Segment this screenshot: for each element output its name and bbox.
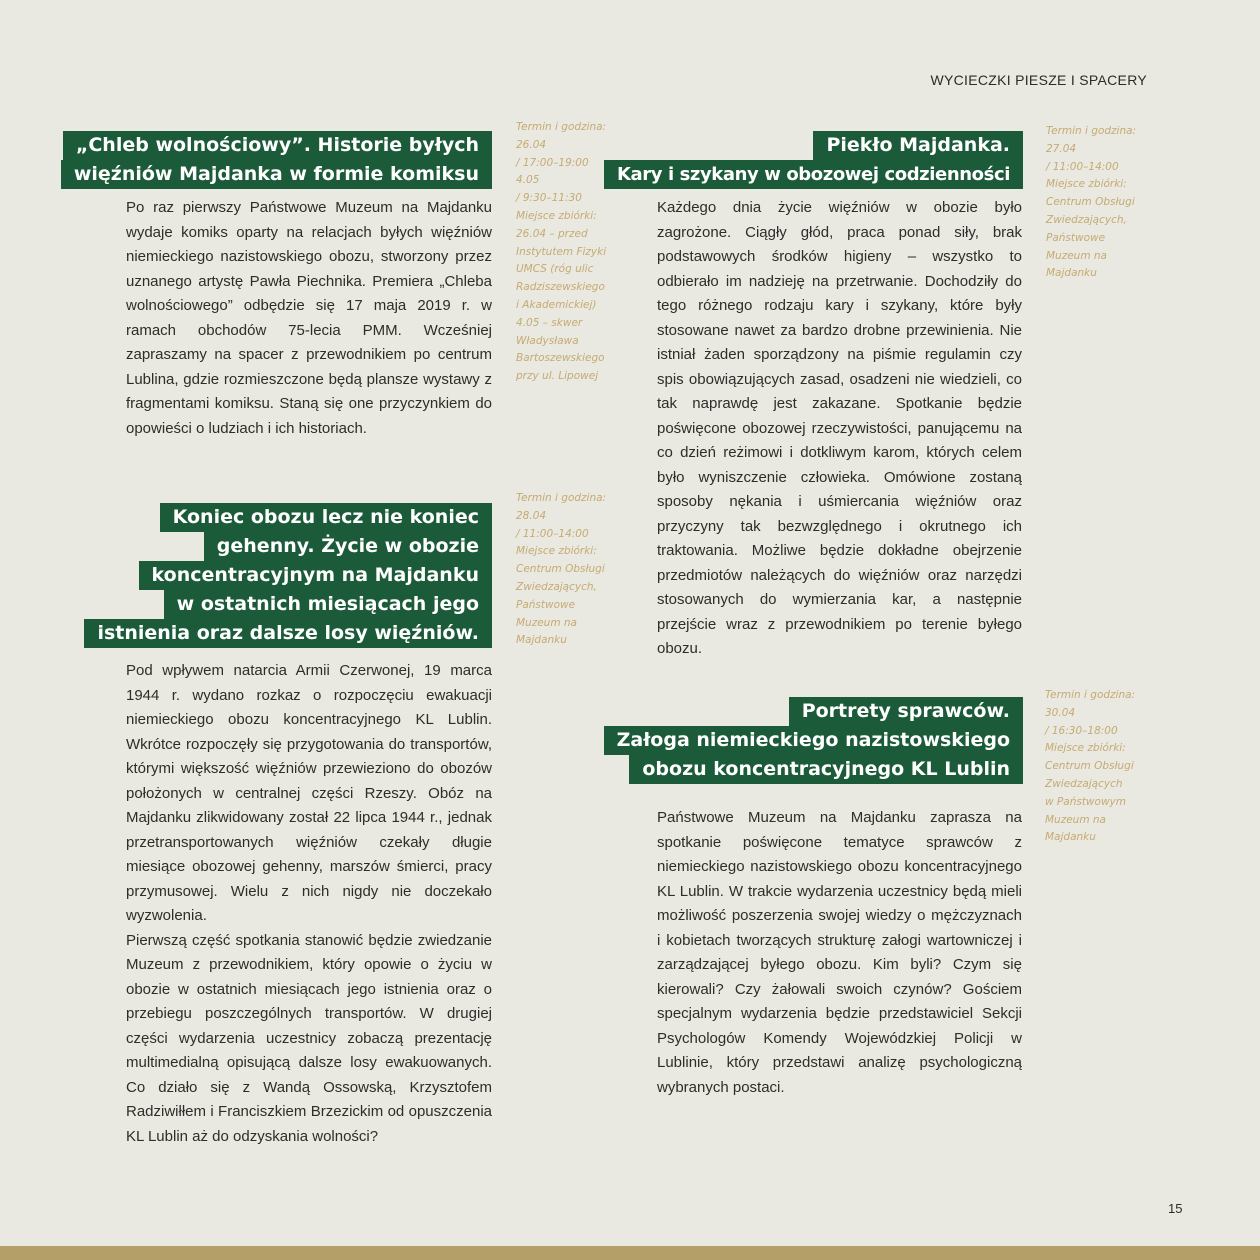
meta-line: Miejsce zbiórki: [1045,742,1126,755]
meta-line: 30.04 [1045,706,1076,719]
event-title-line: Załoga niemieckiego nazistowskiego [604,726,1023,755]
meta-line: przy ul. Lipowej [516,370,599,383]
bottom-accent-bar [0,1246,1260,1260]
meta-line: Centrum Obsługi [1045,760,1134,773]
event-title-line: koncentracyjnym na Majdanku [139,561,492,590]
meta-line: UMCS (róg ulic [516,263,594,276]
event-description-chleb [126,196,492,441]
meta-line: Termin i godzina: [1046,125,1137,137]
meta-line: Miejsce zbiórki: [516,545,597,558]
meta-line: i Akademickiej) [516,298,597,311]
meta-line: Majdanku [1046,267,1097,280]
event-paragraph: Państwowe Muzeum na Majdanku zaprasza na spotkanie poświęcone tematyce sprawców z niemieckiego nazistowskiego obozu koncentracyjnego KL Lublin. W trakcie wydarzenia uczestnicy będą mieli możliwość poszerzenia swojej wiedzy o mężczyznach i kobietach tworzących strukturę załogi wartowniczej i zarządzającej byłego obozu. Kim byli? Czym się kierowali? Czy żałowali swoich czynów? Gościem specjalnym wydarzenia będzie przedstawiciel Sekcji Psychologów Komendy Wojewódzkiej Policji w Lublinie, który przedstawi analizę psychologiczną wybranych postaci. [657,809,1022,1096]
meta-line: Instytutem Fizyki [516,245,607,258]
meta-line: 4.05 [516,174,540,187]
meta-line: Państwowe [516,598,576,611]
meta-line: / 17:00–19:00 [516,156,589,169]
event-title-chleb [61,131,492,189]
meta-line: 28.04 [516,509,547,522]
meta-line: Miejsce zbiórki: [516,209,597,222]
event-description-pieklo-majdanka [657,196,1022,662]
meta-line: / 11:00–14:00 [1046,160,1119,173]
event-title-line: w ostatnich miesiącach jego [164,590,492,619]
meta-line: / 11:00–14:00 [516,527,589,540]
event-title-line: Portrety sprawców. [789,697,1023,726]
meta-line: 4.05 – skwer [516,316,583,329]
event-title-line: gehenny. Życie w obozie [204,532,492,561]
meta-line: 27.04 [1046,142,1077,155]
event-paragraph: Pod wpływem natarcia Armii Czerwonej, 19 marca 1944 r. wydano rozkaz o rozpoczęciu ewakuacji niemieckiego obozu koncentracyjnego KL Lublin. Wkrótce rozpoczęły się przygotowania do transportów, którymi większość więźniów przewieziono do obozów położonych w centralnej części Rzeszy. Obóz na Majdanku zlikwidowany został 22 lipca 1944 r., jednak przetransportowanych więźniów czekały długie miesiące obozowej gehenny, marszów śmierci, pracy przymusowej. Wielu z nich nigdy nie doczekało wyzwolenia. [126,662,492,924]
event-paragraph: Pierwszą część spotkania stanowić będzie zwiedzanie Muzeum z przewodnikiem, który opowie o życiu w obozie w ostatnich miesiącach jego istnienia oraz o przebiegu poszczególnych transportów. W drugiej części wydarzenia uczestnicy zobaczą prezentację multimedialną opisującą dalsze losy ewakuowanych. Co działo się z Wandą Ossowską, Krzysztofem Radziwiłłem i Franciszkiem Brzezickim od opuszczenia KL Lublin aż do odzyskania wolności? [126,931,492,1145]
meta-line: Muzeum na [516,616,577,629]
event-paragraph: Po raz pierwszy Państwowe Muzeum na Majdanku wydaje komiks oparty na relacjach byłych więźniów niemieckiego nazistowskiego obozu, stworzony przez uznanego artystę Pawła Piechnika. Premiera „Chleba wolnościowego” odbędzie się 17 maja 2019 r. w ramach obchodów 75-lecia PMM. Wcześniej zapraszamy na spacer z przewodnikiem po centrum Lublina, gdzie rozmieszczone będą plansze wystawy z fragmentami komiksu. Staną się one przyczynkiem do opowieści o ludziach i ich historiach. [126,199,492,437]
meta-line: / 16:30–18:00 [1045,724,1118,737]
meta-line: 26.04 – przed [516,227,588,240]
page-number: 15 [1168,1201,1183,1216]
meta-line: Muzeum na [1046,249,1107,262]
event-title-line: obozu koncentracyjnego KL Lublin [629,755,1023,784]
section-label: WYCIECZKI PIESZE I SPACERY [930,72,1147,88]
meta-line: Zwiedzających [1045,777,1123,790]
meta-line: Termin i godzina: [516,492,607,504]
meta-line: Muzeum na [1045,813,1106,826]
event-paragraph: Każdego dnia życie więźniów w obozie było zagrożone. Ciągły głód, praca ponad siły, brak podstawowych środków higieny – wszystko to odbierało im nadzieję na przetrwanie. Dochodziły do tego różnego rodzaju kary i szykany, które były stosowane nawet za bardzo drobne przewinienia. Nie istniał żaden sporządzony na piśmie regulamin czy spis obowiązujących zasad, osadzeni nie wiedzieli, co tak naprawdę jest zakazane. Spotkanie będzie poświęcone obozowej rzeczywistości, panującemu na co dzień reżimowi i dotkliwym karom, których celem było wyniszczenie człowieka. Omówione zostaną sposoby nękania i uśmiercania więźniów oraz przyczyny tak bezwzględnego i okrutnego ich traktowania. Możliwe będzie dokładne obejrzenie przedmiotów należących do więźniów oraz narzędzi stosowanych do wymierzania kar, a następnie przejście wraz z przewodnikiem po terenie byłego obozu. [657,199,1022,657]
meta-line: 26.04 [516,138,547,151]
event-title-line: Koniec obozu lecz nie koniec [160,503,492,532]
meta-line: Władysława [516,334,579,347]
meta-line: Zwiedzających, [516,580,597,593]
meta-line: Majdanku [1045,831,1096,844]
event-title-line: istnienia oraz dalsze losy więźniów. [84,619,492,648]
event-meta-chleb [516,119,616,386]
event-title-pieklo-majdanka [604,131,1023,189]
event-title-koniec-obozu [84,503,492,648]
meta-line: Radziszewskiego [516,281,605,294]
meta-line: Centrum Obsługi [1046,196,1135,209]
event-meta-portrety-sprawcow [1045,687,1145,847]
event-title-line: Piekło Majdanka. [813,131,1023,160]
event-title-line: „Chleb wolnościowy”. Historie byłych [63,131,492,160]
meta-line: Majdanku [516,634,567,647]
event-title-line: Kary i szykany w obozowej codzienności [604,160,1023,189]
meta-line: Termin i godzina: [1045,689,1136,701]
event-description-portrety-sprawcow [657,806,1022,1100]
meta-line: w Państwowym [1045,795,1126,808]
event-meta-koniec-obozu [516,490,616,650]
meta-line: Miejsce zbiórki: [1046,178,1127,191]
meta-line: / 9:30–11:30 [516,192,582,205]
event-meta-pieklo-majdanka [1046,123,1146,283]
meta-line: Bartoszewskiego [516,352,605,365]
event-title-portrety-sprawcow [604,697,1023,784]
meta-line: Zwiedzających, [1046,213,1127,226]
event-title-line: więźniów Majdanka w formie komiksu [61,160,492,189]
meta-line: Państwowe [1046,231,1106,244]
meta-line: Termin i godzina: [516,121,607,133]
event-description-koniec-obozu [126,659,492,1149]
meta-line: Centrum Obsługi [516,563,605,576]
